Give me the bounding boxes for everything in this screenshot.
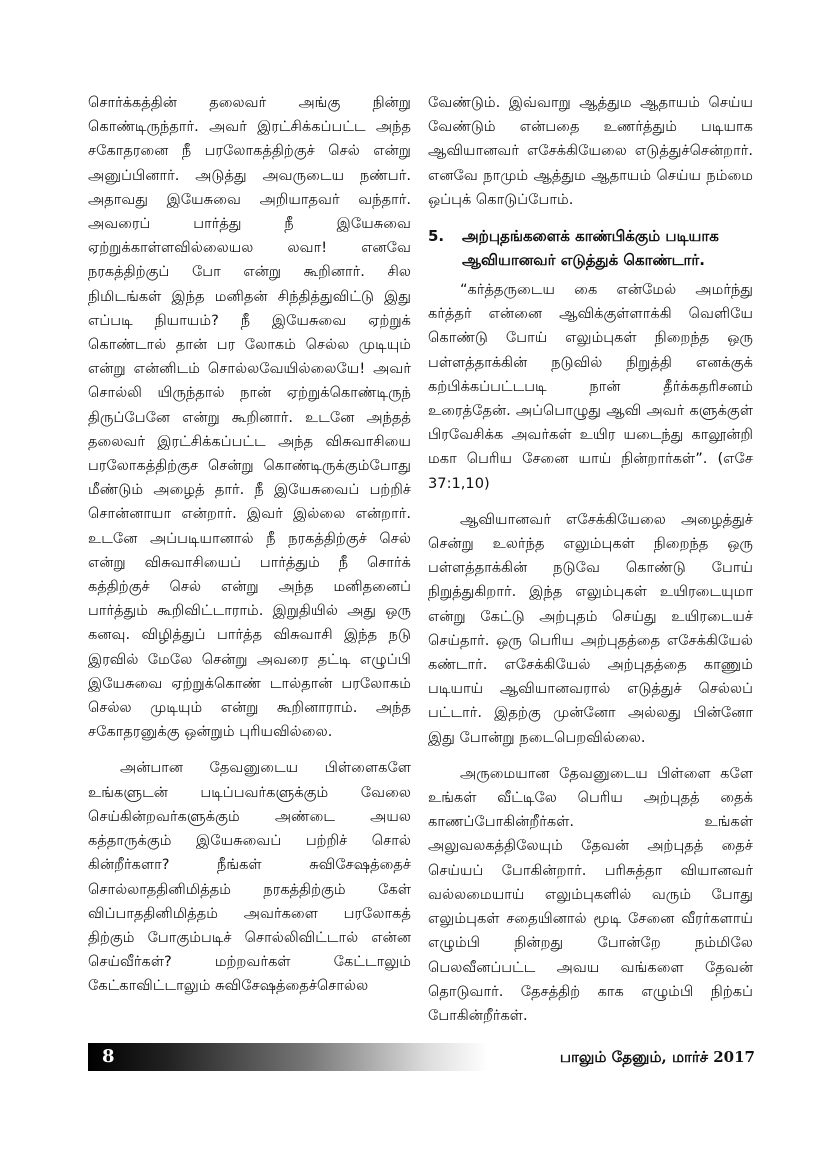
right-paragraph-1: வேண்டும். இவ்வாறு ஆத்தும ஆதாயம் செய்ய வேண்டும் என்பதை உணர்த்தும் படியாக ஆவியானவர் எசேக்கியேலை எடுத்துச்சென்றார். எனவே நாமும் ஆத்தும ஆதாயம் செய்ய நம்மை ஒப்புக் கொடுப்போம். [428,94,753,208]
right-paragraph-4: அருமையான தேவனுடைய பிள்ளை களே உங்கள் வீட்டிலே பெரிய அற்புதத் தைக் காணப்போகின்றீர்கள். உங்கள் அலுவலகத்திலேயும் தேவன் அற்புதத் தைச் செய்யப் போகின்றார். பரிசுத்தா வியானவர் வல்லமையாய் எலும்புகளில் வரும் போது எலும்புகள் சதையினால் மூடி சேனை வீரர்களாய் எழும்பி நின்றது போன்றே நம்மிலே பெலவீனப்பட்ட அவய வங்களை தேவன் தொடுவார். தேசத்திற் காக எழும்பி நிற்கப் போகின்றீர்கள். [428,764,753,1024]
page-number: 8 [102,1046,115,1067]
scripture-quote: “கர்த்தருடைய கை என்மேல் அமர்ந்து கர்த்தர் என்னை ஆவிக்குள்ளாக்கி வெளியே கொண்டு போய் எலும்புகள் நிறைந்த ஒரு பள்ளத்தாக்கின் நடுவில் நிறுத்தி எனக்குக் கற்பிக்கப்பட்டபடி நான் தீர்க்கதரிசனம் உரைத்தேன். அப்பொழுது ஆவி அவர் களுக்குள் பிரவேசிக்க அவர்கள் உயிர யடைந்து காலூன்றி மகா பெரிய சேனை யாய் நின்றார்கள்”. (எசே 37:1,10) [428,281,753,492]
section-heading [428,224,753,272]
left-column [88,91,411,999]
section-number: 5. [428,227,445,246]
page-footer [88,1043,755,1071]
right-paragraph-3: ஆவியானவர் எசேக்கியேலை அழைத்துச் சென்று உலர்ந்த எலும்புகள் நிறைந்த ஒரு பள்ளத்தாக்கின் நடுவே கொண்டு போய் நிறுத்துகிறார். இந்த எலும்புகள் உயிரடையுமா என்று கேட்டு அற்புதம் செய்து உயிரடையச் செய்தார். ஒரு பெரிய அற்புதத்தை எசேக்கியேல் கண்டார். எசேக்கியேல் அற்புதத்தை காணும் படியாய் ஆவியானவரால் எடுத்துச் செல்லப் பட்டார். இதற்கு முன்னோ அல்லது பின்னோ இது போன்று நடைபெறவில்லை. [428,510,753,746]
left-paragraph-1: சொர்க்கத்தின் தலைவர் அங்கு நின்று கொண்டிருந்தார். அவர் இரட்சிக்கப்பட்ட அந்த சகோதரனை நீ பரலோகத்திற்குச் செல் என்று அனுப்பினார். அடுத்து அவருடைய நண்பர். அதாவது இயேசுவை அறியாதவர் வந்தார். அவரைப் பார்த்து நீ இயேசுவை ஏற்றுக்காள்ளவில்லையல லவா! எனவே நரகத்திற்குப் போ என்று கூறினார். சில நிமிடங்கள் இந்த மனிதன் சிந்தித்துவிட்டு இது எப்படி நியாயம்? நீ இயேசுவை ஏற்றுக் கொண்டால் தான் பர லோகம் செல்ல முடியும் என்று என்னிடம் சொல்லவேயில்லையே! அவர் சொல்லி யிருந்தால் நான் ஏற்றுக்கொண்டிருந் திருப்பேனே என்று கூறினார். உடனே அந்தத் தலைவர் இரட்சிக்கப்பட்ட அந்த விசுவாசியை பரலோகத்திற்குச சென்று கொண்டிருக்கும்போது மீண்டும் அழைத் தார். நீ இயேசுவைப் பற்றிச் சொன்னாயா என்றார். இவர் இல்லை என்றார். உடனே அப்படியானால் நீ நரகத்திற்குச் செல் என்று விசுவாசியைப் பார்த்தும் நீ சொர்க் கத்திற்குச் செல் என்று அந்த மனிதனைப் பார்த்தும் கூறிவிட்டாராம். இறுதியில் அது ஒரு கனவு. விழித்துப் பார்த்த விசுவாசி இந்த நடு இரவில் மேலே சென்று அவரை தட்டி எழுப்பி இயேசுவை ஏற்றுக்கொண் டால்தான் பரலோகம் செல்ல முடியும் என்று கூறினாராம். அந்த சகோதரனுக்கு ஒன்றும் புரியவில்லை. [88,94,411,741]
right-column [428,91,753,1028]
footer-gradient-bar [88,1043,488,1071]
left-paragraph-2: அன்பான தேவனுடைய பிள்ளைகளே உங்களுடன் படிப்பவர்களுக்கும் வேலை செய்கின்றவர்களுக்கும் அண்டை அயல கத்தாருக்கும் இயேசுவைப் பற்றிச் சொல் கின்றீர்களா? நீங்கள் சுவிசேஷத்தைச் சொல்லாததினிமித்தம் நரகத்திற்கும் கேள் விப்பாததினிமித்தம் அவர்களை பரலோகத் திற்கும் போகும்படிச் சொல்லிவிட்டால் என்ன செய்வீர்கள்? மற்றவர்கள் கேட்டாலும் கேட்காவிட்டாலும் சுவிசேஷத்தைச்சொல்ல [88,759,411,995]
section-title: அற்புதங்களைக் காண்பிக்கும் படியாக ஆவியானவர் எடுத்துக் கொண்டார். [462,227,719,270]
magazine-issue: பாலும் தேனும், மார்ச் 2017 [559,1048,755,1066]
